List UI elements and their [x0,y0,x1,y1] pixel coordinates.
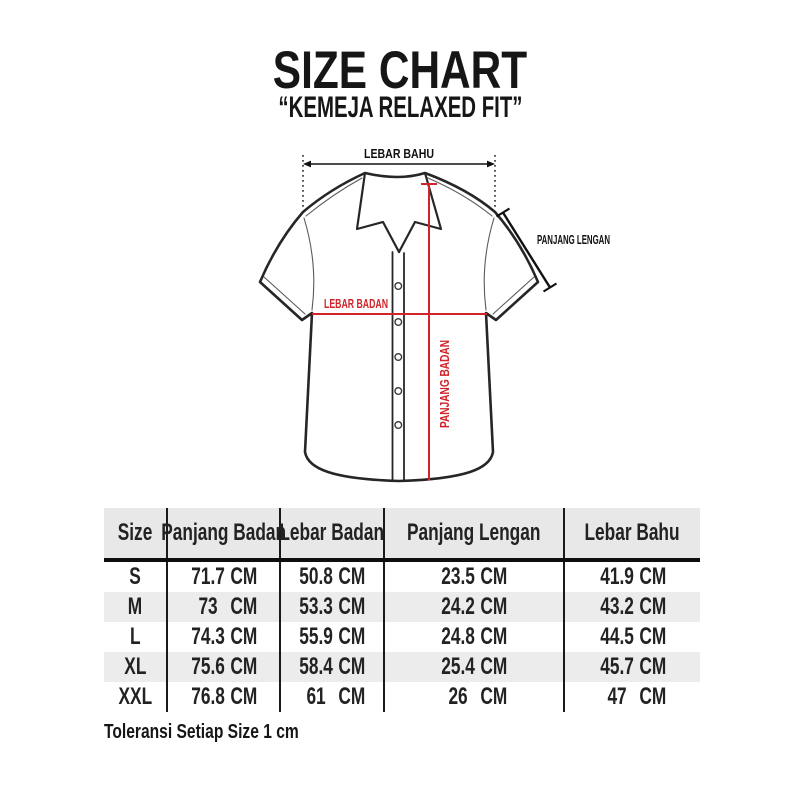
table-row-s [104,562,700,592]
value-cell: 43.2 CM [563,592,700,622]
panjang-badan-label: PANJANG BADAN [438,319,452,428]
value-cell: 55.9 CM [279,622,383,652]
size-cell: XL [123,653,147,680]
value-cell: 45.7 CM [563,652,700,682]
tolerance-note: Toleransi Setiap Size 1 cm [104,721,299,743]
table-header-row [104,508,700,558]
panjang-lengan-endbar-top [497,209,510,217]
page-subtitle [0,93,800,123]
shirt-outline [260,173,538,481]
arrowhead-left-icon [303,161,311,168]
button-icon [395,388,402,395]
page-subtitle-text: “KEMEJA RELAXED FIT” [277,91,523,124]
value-cell: 53.3 CM [279,592,383,622]
table-row-m [104,592,700,622]
panjang-lengan-label: PANJANG LENGAN [537,233,610,247]
header-cell-panjang-lengan: Panjang Lengan [383,508,563,558]
header-cell-panjang-badan: Panjang Badan [166,508,279,558]
value-cell: 44.5 CM [563,622,700,652]
panjang-lengan-endbar-bottom [544,284,557,292]
lebar-bahu-label: LEBAR BAHU [364,146,434,161]
button-icon [395,283,402,290]
page-title [0,41,800,100]
value-cell: 26 CM [383,682,563,712]
arrowhead-right-icon [487,161,495,168]
value-cell: 24.8 CM [383,622,563,652]
value-cell: 74.3 CM [166,622,279,652]
table-row-xl [104,652,700,682]
button-icon [395,354,402,361]
value-cell: 61 CM [279,682,383,712]
button-icon [395,319,402,326]
value-cell: 50.8 CM [279,562,383,592]
value-cell: 41.9 CM [563,562,700,592]
value-cell: 47 CM [563,682,700,712]
value-cell: 58.4 CM [279,652,383,682]
button-icon [395,422,402,429]
value-cell: 71.7 CM [166,562,279,592]
size-cell: XXL [118,683,152,710]
header-cell-lebar-bahu: Lebar Bahu [563,508,700,558]
value-cell: 73 CM [166,592,279,622]
size-table [104,508,700,712]
value-cell: 24.2 CM [383,592,563,622]
value-cell: 76.8 CM [166,682,279,712]
header-cell-lebar-badan: Lebar Badan [279,508,383,558]
table-row-xxl [104,682,700,712]
shirt-diagram [230,140,650,505]
page-title-text: SIZE CHART [272,41,528,100]
header-cell-size: Size [117,519,153,546]
lebar-badan-label: LEBAR BADAN [324,297,388,311]
value-cell: 25.4 CM [383,652,563,682]
table-row-l [104,622,700,652]
size-cell: M [127,593,143,620]
size-cell: S [129,563,141,590]
value-cell: 23.5 CM [383,562,563,592]
value-cell: 75.6 CM [166,652,279,682]
size-cell: L [129,623,141,650]
